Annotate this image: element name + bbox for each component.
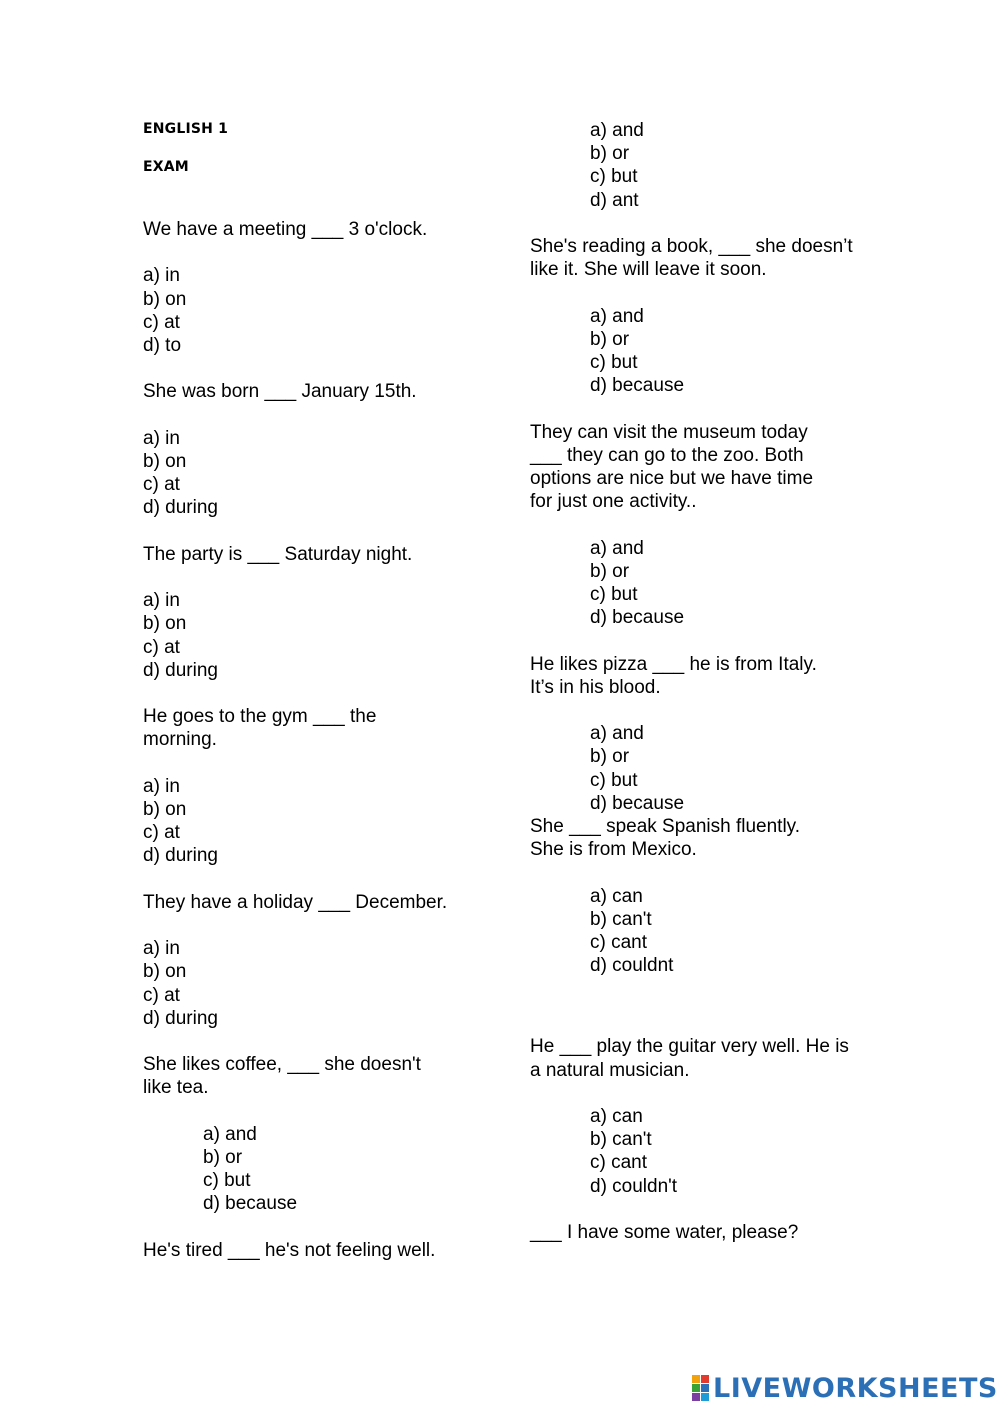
option-d[interactable]: d) during bbox=[143, 845, 218, 867]
question-text: She was born ___ January 15th. bbox=[143, 381, 417, 403]
left-column bbox=[143, 218, 483, 1262]
question-text: The party is ___ Saturday night. bbox=[143, 543, 413, 565]
option-list bbox=[143, 589, 483, 682]
logo-square bbox=[692, 1393, 700, 1401]
question-text: He's tired ___ he's not feeling well. bbox=[143, 1239, 436, 1261]
option-a[interactable]: a) and bbox=[590, 305, 644, 327]
option-b[interactable]: b) or bbox=[590, 746, 630, 768]
option-a[interactable]: a) can bbox=[590, 885, 643, 907]
option-d[interactable]: d) to bbox=[143, 335, 182, 356]
question-text: He goes to the gym ___ the morning. bbox=[143, 706, 377, 751]
option-d[interactable]: d) during bbox=[143, 497, 218, 519]
option-list bbox=[143, 264, 483, 357]
option-d[interactable]: d) couldn't bbox=[590, 1175, 678, 1197]
right-column bbox=[530, 119, 870, 1244]
option-b[interactable]: b) or bbox=[590, 560, 630, 582]
question-text: He ___ play the guitar very well. He is a natural musician. bbox=[530, 1036, 849, 1081]
question-text: He likes pizza ___ he is from Italy. It’s in his blood. bbox=[530, 653, 817, 698]
option-list bbox=[530, 885, 870, 978]
option-b[interactable]: b) can't bbox=[590, 908, 652, 930]
option-a[interactable]: a) can bbox=[590, 1106, 643, 1127]
option-c[interactable]: c) but bbox=[590, 166, 638, 188]
option-a[interactable]: a) in bbox=[143, 427, 180, 449]
option-c[interactable]: c) at bbox=[143, 984, 180, 1006]
option-c[interactable]: c) but bbox=[590, 352, 638, 373]
option-list bbox=[143, 937, 483, 1030]
option-d[interactable]: d) ant bbox=[590, 189, 639, 211]
option-c[interactable]: c) at bbox=[143, 636, 180, 658]
question-text: They have a holiday ___ December. bbox=[143, 891, 448, 913]
logo-square bbox=[701, 1393, 709, 1401]
option-c[interactable]: c) cant bbox=[590, 1152, 648, 1174]
logo-square bbox=[701, 1375, 709, 1383]
option-a[interactable]: a) in bbox=[143, 938, 180, 960]
option-list bbox=[530, 537, 870, 630]
option-c[interactable]: c) but bbox=[203, 1170, 251, 1192]
option-list bbox=[530, 305, 870, 398]
option-a[interactable]: a) in bbox=[143, 775, 180, 797]
exam-label: EXAM bbox=[143, 159, 189, 175]
option-c[interactable]: c) at bbox=[143, 311, 180, 333]
option-b[interactable]: b) on bbox=[143, 798, 187, 820]
option-list bbox=[530, 1105, 870, 1198]
option-a[interactable]: a) and bbox=[203, 1123, 257, 1145]
option-c[interactable]: c) but bbox=[590, 584, 638, 605]
option-list bbox=[143, 775, 483, 868]
option-c[interactable]: c) but bbox=[590, 769, 638, 791]
question-text: She likes coffee, ___ she doesn't like tea. bbox=[143, 1054, 421, 1099]
option-d[interactable]: d) because bbox=[590, 607, 685, 629]
course-title: ENGLISH 1 bbox=[143, 121, 229, 137]
option-d[interactable]: d) because bbox=[203, 1193, 298, 1215]
option-b[interactable]: b) on bbox=[143, 288, 187, 310]
logo-square bbox=[692, 1375, 700, 1383]
option-b[interactable]: b) on bbox=[143, 613, 187, 635]
option-b[interactable]: b) on bbox=[143, 450, 187, 472]
option-c[interactable]: c) at bbox=[143, 822, 180, 844]
option-d[interactable]: d) because bbox=[590, 792, 685, 814]
option-b[interactable]: b) can't bbox=[590, 1129, 652, 1151]
option-d[interactable]: d) because bbox=[590, 375, 685, 397]
liveworksheets-logo bbox=[692, 1372, 998, 1404]
option-b[interactable]: b) or bbox=[203, 1146, 243, 1168]
option-d[interactable]: d) during bbox=[143, 659, 218, 681]
option-a[interactable]: a) and bbox=[590, 537, 644, 559]
option-b[interactable]: b) or bbox=[590, 328, 630, 350]
option-d[interactable]: d) couldnt bbox=[590, 955, 674, 977]
logo-square bbox=[692, 1384, 700, 1392]
option-a[interactable]: a) in bbox=[143, 590, 180, 612]
question-text: ___ I have some water, please? bbox=[530, 1222, 799, 1243]
option-list bbox=[530, 722, 870, 815]
question-text: We have a meeting ___ 3 o'clock. bbox=[143, 219, 428, 240]
question-text: She's reading a book, ___ she doesn’t like it. She will leave it soon. bbox=[530, 236, 853, 281]
question-text: They can visit the museum today ___ they can go to the zoo. Both options are nice but we have time for just one activity.. bbox=[530, 421, 814, 513]
option-list bbox=[143, 427, 483, 520]
option-list bbox=[143, 1123, 483, 1216]
spacer bbox=[530, 977, 870, 1035]
option-list bbox=[530, 119, 870, 212]
option-c[interactable]: c) cant bbox=[590, 932, 648, 953]
option-b[interactable]: b) or bbox=[590, 143, 630, 165]
question-text: She ___ speak Spanish fluently. She is from Mexico. bbox=[530, 816, 801, 861]
option-a[interactable]: a) and bbox=[590, 723, 644, 745]
option-a[interactable]: a) and bbox=[590, 120, 644, 141]
option-c[interactable]: c) at bbox=[143, 474, 180, 496]
logo-square bbox=[701, 1384, 709, 1392]
option-a[interactable]: a) in bbox=[143, 265, 180, 287]
option-d[interactable]: d) during bbox=[143, 1007, 218, 1029]
option-b[interactable]: b) on bbox=[143, 961, 187, 983]
logo-mark-icon bbox=[692, 1375, 709, 1401]
logo-text: LIVEWORKSHEETS bbox=[713, 1372, 998, 1404]
